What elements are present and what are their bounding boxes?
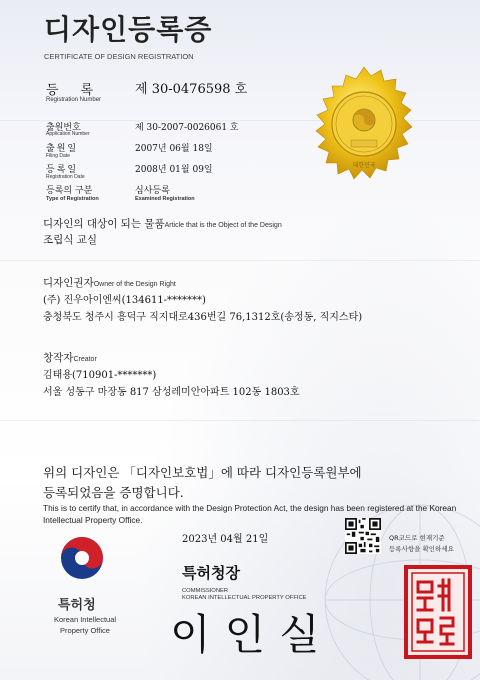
application-number-label-en: Application Number — [46, 131, 90, 137]
filing-date-value: 2007년 06월 18일 — [135, 144, 213, 154]
certification-line-2: 등록되었음을 증명합니다. — [43, 485, 184, 500]
kipo-logo-korean: 특허청 — [58, 598, 96, 613]
issue-date: 2023년 04월 21일 — [182, 534, 269, 545]
registration-type-label-en: Type of Registration — [46, 196, 99, 202]
watermark-line — [0, 420, 480, 421]
watermark-line — [0, 260, 480, 261]
commissioner-title: 특허청장 — [182, 564, 240, 582]
qr-caption-line-1: QR코드로 현재기준 — [389, 534, 445, 542]
creator-address: 서울 성동구 마장동 817 삼성레미안아파트 102동 1803호 — [43, 387, 300, 398]
owner-label: 디자인권자 — [43, 277, 94, 289]
certification-english: This is to certify that, in accordance with the Design Protection Act, the design has been registered at the Korean Intellectual Property Office. — [43, 503, 457, 525]
kipo-taegeuk-logo-icon — [60, 536, 104, 580]
commissioner-english — [182, 588, 307, 602]
kipo-logo-english-2: Property Office — [60, 626, 110, 635]
registration-date-label-en: Registration Date — [46, 174, 85, 180]
application-number-label: 출원번호 — [46, 123, 81, 133]
kipo-logo-english-1: Korean Intellectual — [53, 615, 117, 624]
registration-date-value: 2008년 01월 09일 — [135, 165, 213, 175]
registration-date-label: 등록일 — [46, 165, 79, 175]
creator-label-en: Creator — [73, 356, 97, 363]
svg-text:대한민국: 대한민국 — [352, 162, 376, 169]
qr-caption-line-2: 등록사항을 확인하세요 — [389, 545, 454, 553]
commissioner-english-2: KOREAN INTELLECTUAL PROPERTY OFFICE — [182, 595, 307, 601]
owner-name: (주) 진우아이엔씨(134611-*******) — [43, 295, 206, 306]
qr-caption — [389, 533, 454, 555]
qr-code-icon[interactable] — [345, 518, 381, 554]
commissioner-english-1: COMMISSIONER — [182, 588, 229, 594]
registration-number-value: 제 30-0476598 호 — [135, 82, 248, 97]
certification-line-1: 위의 디자인은 「디자인보호법」에 따라 디자인등록원부에 — [43, 465, 362, 480]
article-label: 디자인의 대상이 되는 물품 — [43, 218, 165, 230]
owner-address: 충청북도 청주시 흥덕구 직지대로436번길 76,1312호(송정동, 직지스타) — [43, 312, 363, 323]
creator-label: 창작자 — [43, 352, 74, 364]
filing-date-label-en: Filing Date — [46, 153, 70, 159]
kipo-logo-english — [40, 614, 130, 636]
article-value: 조립식 교실 — [43, 234, 98, 246]
creator-heading — [43, 350, 97, 365]
owner-label-en: Owner of the Design Right — [93, 281, 176, 288]
article-heading — [43, 216, 282, 231]
registration-number-label: 등록 — [46, 83, 116, 98]
certificate-title: 디자인등록증 — [44, 13, 213, 46]
certificate-subtitle: CERTIFICATE OF DESIGN REGISTRATION — [44, 52, 194, 61]
owner-heading — [43, 275, 176, 290]
registration-number-label-en: Registration Number — [46, 97, 102, 103]
article-label-en: Article that is the Object of the Design — [164, 222, 282, 229]
application-number-value: 제 30-2007-0026061 호 — [135, 123, 239, 133]
gold-seal-icon — [306, 66, 422, 182]
filing-date-label: 출원일 — [46, 144, 79, 154]
registration-type-value-en: Examined Registration — [135, 196, 195, 202]
commissioner-signature-name: 이인실 — [170, 610, 334, 659]
creator-name: 김태용(710901-*******) — [43, 370, 157, 381]
registration-type-value: 심사등록 — [135, 186, 170, 196]
registration-type-label: 등록의 구분 — [46, 186, 93, 196]
official-red-stamp-icon — [403, 564, 473, 660]
